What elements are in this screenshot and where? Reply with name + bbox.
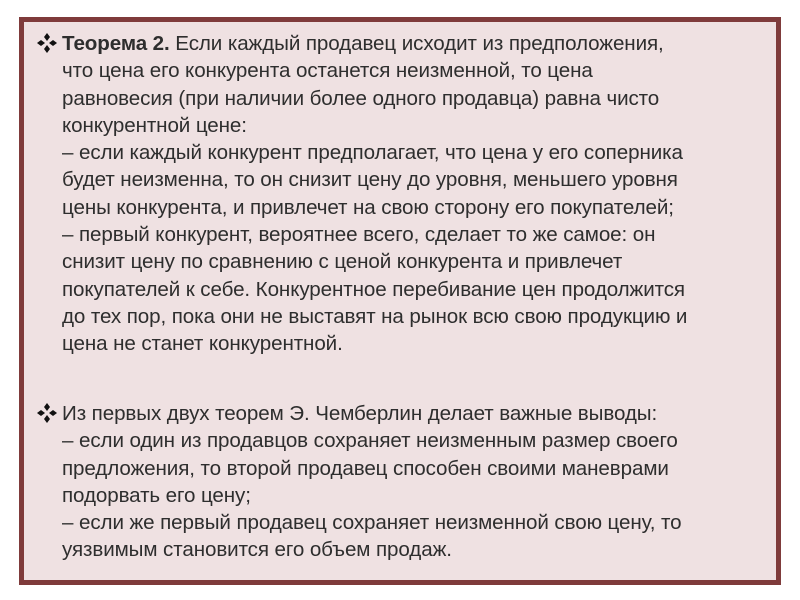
text-line: что цена его конкурента останется неизменной, то цена	[62, 59, 593, 83]
text-line	[62, 30, 762, 57]
text-line: уязвимым становится его объем продаж.	[62, 538, 452, 562]
bullet-text	[62, 400, 762, 564]
text-line: – первый конкурент, вероятнее всего, сделает то же самое: он	[62, 223, 656, 247]
text-line: снизит цену по сравнению с ценой конкурента и привлечет	[62, 250, 623, 274]
text-line: цена не станет конкурентной.	[62, 332, 343, 356]
text-line: покупателей к себе. Конкурентное перебивание цен продолжится	[62, 277, 685, 301]
text-line: предложения, то второй продавец способен своими маневрами	[62, 456, 669, 480]
text-line: цены конкурента, и привлечет на свою сторону его покупателей;	[62, 195, 674, 219]
text-line: – если же первый продавец сохраняет неизменной свою цену, то	[62, 511, 682, 535]
four-diamond-bullet-icon	[36, 402, 58, 424]
text-line: равновесия (при наличии более одного продавца) равна чисто	[62, 86, 660, 110]
text-line: Из первых двух теорем Э. Чемберлин делает важные выводы:	[62, 402, 658, 425]
bullet-conclusions	[36, 400, 762, 564]
slide-frame	[19, 17, 781, 585]
text-line: до тех пор, пока они не выставят на рынок всю свою продукцию и	[62, 304, 688, 328]
text-line: – если один из продавцов сохраняет неизменным размер своего	[62, 429, 678, 453]
text-line: – если каждый конкурент предполагает, что цена у его соперника	[62, 141, 683, 165]
text-line: конкурентной цене:	[62, 113, 247, 137]
text-line: будет неизменна, то он снизит цену до уровня, меньшего уровня	[62, 168, 678, 192]
bullet-text	[62, 30, 762, 358]
four-diamond-bullet-icon	[36, 32, 58, 54]
theorem-title: Теорема 2.	[62, 32, 170, 55]
text-line: подорвать его цену;	[62, 483, 251, 507]
text-line-rest: Если каждый продавец исходит из предположения,	[169, 32, 664, 55]
bullet-theorem-2	[36, 30, 762, 358]
